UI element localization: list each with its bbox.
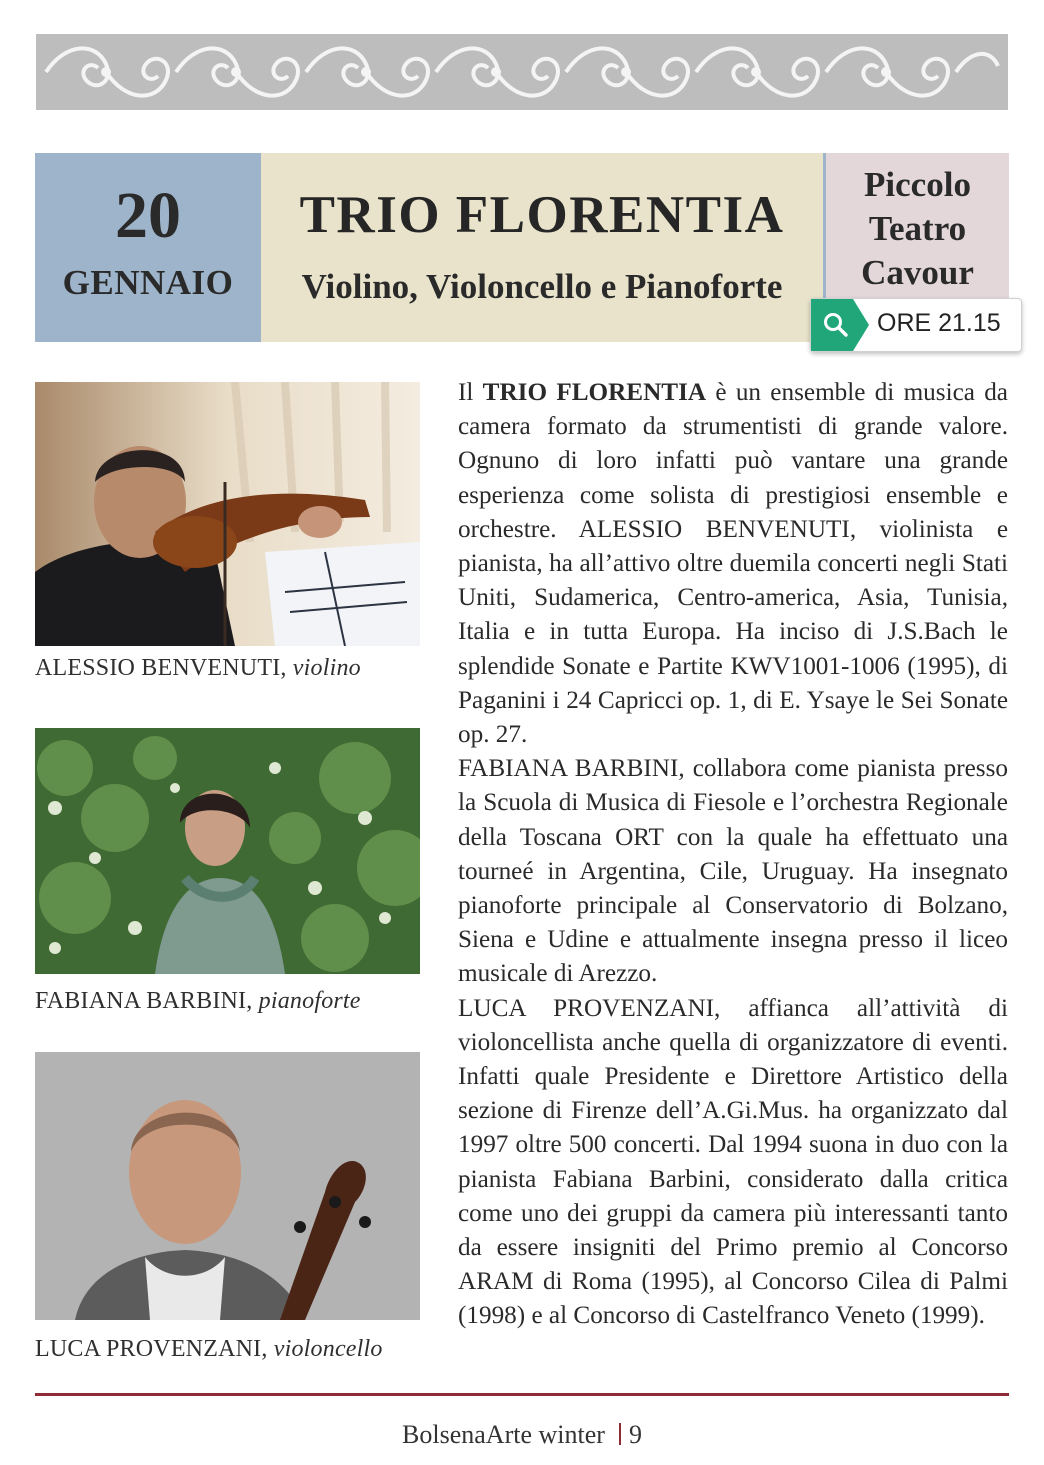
footer-separator <box>619 1423 621 1445</box>
paragraph-lead: Il <box>458 379 483 406</box>
photo-pianist <box>35 728 420 974</box>
paragraph-bold-name: TRIO FLORENTIA <box>482 379 707 406</box>
search-button[interactable] <box>811 299 877 351</box>
date-month: GENNAIO <box>62 263 234 302</box>
publication-name: BolsenaArte winter <box>402 1420 605 1449</box>
page-footer <box>0 1420 1044 1450</box>
performer-role: violino <box>292 655 361 681</box>
photo-cellist <box>35 1052 420 1320</box>
performer-name: LUCA PROVENZANI, <box>35 1336 268 1362</box>
venue-line-1: Piccolo <box>864 165 971 204</box>
event-date <box>35 153 261 342</box>
caption-cellist <box>35 1336 383 1363</box>
caption-violinist <box>35 655 361 682</box>
paragraph-barbini: FABIANA BARBINI, collabora come pianista presso la Scuola di Musica di Fiesole e l’orchestra Regionale della Toscana ORT con la quale ha effettuato una tourneé in Argentina, Cile, Uruguay. Ha insegnato pianoforte principale al Conservatorio di Bolzano, Siena e Udine e attualmente insegna presso il liceo musicale di Arezzo. <box>458 755 1008 988</box>
venue-line-2: Teatro <box>868 209 967 248</box>
paragraph-provenzani: LUCA PROVENZANI, affianca all’attività di violoncellista anche quella di organizzatore di eventi. Infatti quale Presidente e Direttore Artistico della sezione di Firenze dell’A.Gi.Mus. ha organizzato dal 1997 oltre 500 concerti. Dal 1994 suona in duo con la pianista Fabiana Barbini, considerato dalla critica come uno dei gruppi da camera più interessanti tanto da essere insigniti del Primo premio al Concorso ARAM di Roma (1995), al Concorso Cilea di Palmi (1998) e al Concorso di Castelfranco Veneto (1999). <box>458 994 1008 1330</box>
performer-name: ALESSIO BENVENUTI, <box>35 655 287 681</box>
search-icon <box>822 311 850 339</box>
paragraph-trio <box>458 376 1008 752</box>
ornament-scroll-pattern <box>36 34 1008 110</box>
event-time: ORE 21.15 <box>877 309 1001 337</box>
photo-violinist <box>35 382 420 646</box>
event-subtitle: Violino, Violoncello e Pianoforte <box>301 267 783 306</box>
performer-role: pianoforte <box>258 988 361 1014</box>
footer-rule <box>35 1393 1009 1396</box>
time-search-chip[interactable] <box>810 298 1022 352</box>
event-title: TRIO FLORENTIA <box>299 186 785 244</box>
paragraph-text: è un ensemble di musica da camera formato da strumentisti di grande valore. Ognuno di loro infatti può vantare una grande esperienza come solista di prestigiosi ensemble e orchestre. ALESSIO BENVENUTI, violinista e pianista, ha all’attivo oltre duemila concerti negli Stati Uniti, Sudamerica, Centro-america, Asia, Tunisia, Italia e in tutta Europa. Ha inciso di J.S.Bach le splendide Sonate e Partite KWV1001-1006 (1995), di Paganini i 24 Capricci op. 1, di E. Ysaye le Sei Sonate op. 27. <box>458 379 1008 749</box>
performer-name: FABIANA BARBINI, <box>35 988 253 1014</box>
article-body <box>458 376 1008 1334</box>
caption-pianist <box>35 988 361 1015</box>
venue-line-3: Cavour <box>861 253 974 292</box>
event-title-block <box>261 153 823 342</box>
ornament-banner <box>36 34 1008 110</box>
performer-role: violoncello <box>273 1336 383 1362</box>
page-number: 9 <box>628 1420 642 1449</box>
date-day: 20 <box>115 179 181 252</box>
